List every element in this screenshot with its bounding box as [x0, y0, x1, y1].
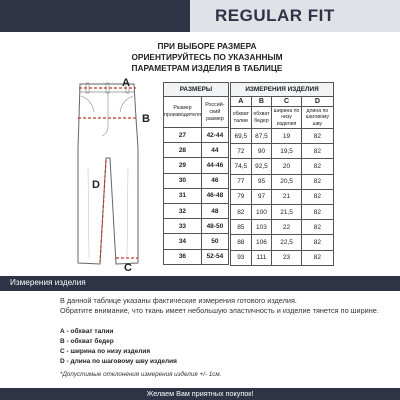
jeans-illustration	[58, 78, 158, 272]
measure-cell: 103	[251, 220, 272, 235]
intro-line: ОРИЕНТИРУЙТЕСЬ ПО УКАЗАННЫМ	[131, 52, 283, 62]
maker-size: 27	[164, 128, 202, 143]
intro-text	[92, 41, 322, 74]
maker-size: 30	[164, 173, 202, 188]
measure-cell: 92,5	[251, 159, 272, 174]
measure-cell: 79	[231, 189, 252, 204]
tolerance-note: *Допустимые отклонения измерения изделия +/- 1см.	[60, 371, 222, 378]
col-sub-hips: обхват бедер	[251, 107, 272, 129]
russian-size: 50	[201, 234, 228, 249]
header-bar	[0, 0, 400, 32]
russian-size: 42-44	[201, 128, 228, 143]
description-paragraph-1: В данной таблице указаны фактические измерения готового изделия.	[60, 296, 297, 305]
legend-item-c: С - ширина по низу изделия	[60, 348, 151, 355]
measure-cell: 82	[301, 204, 333, 219]
intro-line: ПРИ ВЫБОРЕ РАЗМЕРА	[157, 41, 257, 51]
measurements-table-title: ИЗМЕРЕНИЯ ИЗДЕЛИЯ	[231, 83, 334, 97]
russian-size: 44-46	[201, 158, 228, 173]
col-sub-waist: обхват талии	[231, 107, 252, 129]
col-letter-b: B	[251, 97, 272, 107]
maker-size: 33	[164, 219, 202, 234]
russian-size: 52-54	[201, 249, 228, 264]
measure-cell: 85	[231, 220, 252, 235]
label-d: D	[92, 179, 100, 191]
col-sub-inseam: длина по шаговому шву	[301, 107, 333, 129]
measure-cell: 82	[301, 250, 333, 265]
russian-size: 46	[201, 173, 228, 188]
maker-size: 32	[164, 203, 202, 218]
russian-size: 46-48	[201, 188, 228, 203]
col-letter-c: C	[272, 97, 301, 107]
maker-size: 28	[164, 143, 202, 158]
measure-cell: 19,5	[272, 144, 301, 159]
measure-cell: 88	[231, 235, 252, 250]
jeans-diagram	[58, 78, 158, 272]
measure-cell: 20,5	[272, 174, 301, 189]
measure-cell: 22	[272, 220, 301, 235]
measure-cell: 82	[301, 235, 333, 250]
col-header-russian-size: Россий-ский размер	[201, 97, 228, 128]
legend-item-d: D - длина по шаговому шву изделия	[60, 358, 177, 365]
measure-cell: 82	[301, 174, 333, 189]
russian-size: 48	[201, 203, 228, 218]
col-sub-hem: ширина по низу изделия	[273, 107, 300, 127]
measurement-legend	[60, 327, 177, 367]
russian-size: 44	[201, 143, 228, 158]
maker-size: 36	[164, 249, 202, 264]
maker-size: 31	[164, 188, 202, 203]
legend-item-a: А - обхват талии	[60, 328, 114, 335]
section-bar	[0, 276, 400, 291]
measure-cell: 21	[272, 189, 301, 204]
measure-cell: 20	[272, 159, 301, 174]
measure-cell: 77	[231, 174, 252, 189]
measure-cell: 97	[251, 189, 272, 204]
section-title: Измерения изделия	[10, 278, 86, 287]
measure-cell: 111	[251, 250, 272, 265]
russian-size: 48-50	[201, 219, 228, 234]
measure-cell: 106	[251, 235, 272, 250]
measurements-table	[230, 82, 334, 266]
measure-cell: 82	[301, 159, 333, 174]
measure-cell: 82	[301, 220, 333, 235]
sizes-table	[163, 82, 229, 265]
label-c: C	[124, 262, 132, 272]
label-b: B	[142, 113, 150, 125]
measure-cell: 95	[251, 174, 272, 189]
header-dark-block	[0, 0, 190, 32]
label-a: A	[122, 78, 130, 89]
maker-size: 29	[164, 158, 202, 173]
measure-cell: 21,5	[272, 204, 301, 219]
measure-cell: 100	[251, 204, 272, 219]
measure-cell: 90	[251, 144, 272, 159]
legend-item-b: В - обхват бедер	[60, 338, 114, 345]
col-letter-d: D	[301, 97, 333, 107]
measure-cell: 82	[301, 189, 333, 204]
col-header-maker-size: Размер производителя	[164, 97, 202, 128]
col-letter-a: A	[231, 97, 252, 107]
fit-title: REGULAR FIT	[215, 6, 335, 25]
sizes-table-title: РАЗМЕРЫ	[164, 83, 229, 97]
maker-size: 34	[164, 234, 202, 249]
measure-cell: 22,5	[272, 235, 301, 250]
footer-text: Желаем Вам приятных покупок!	[146, 389, 254, 398]
description-paragraph-2: Обратите внимание, что ткань имеет небольшую эластичность и изделие тянется по ширине.	[60, 306, 379, 315]
intro-line: ПАРАМЕТРАМ ИЗДЕЛИЯ В ТАБЛИЦЕ	[131, 63, 283, 73]
measure-cell: 93	[231, 250, 252, 265]
measure-cell: 72	[231, 144, 252, 159]
footer-bar	[0, 388, 400, 400]
measure-cell: 19	[272, 129, 301, 144]
measure-cell: 74,5	[231, 159, 252, 174]
measure-cell: 82	[301, 129, 333, 144]
measure-cell: 69,5	[231, 129, 252, 144]
measure-cell: 82	[301, 144, 333, 159]
measure-cell: 87,5	[251, 129, 272, 144]
measure-cell: 23	[272, 250, 301, 265]
measure-cell: 82	[231, 204, 252, 219]
